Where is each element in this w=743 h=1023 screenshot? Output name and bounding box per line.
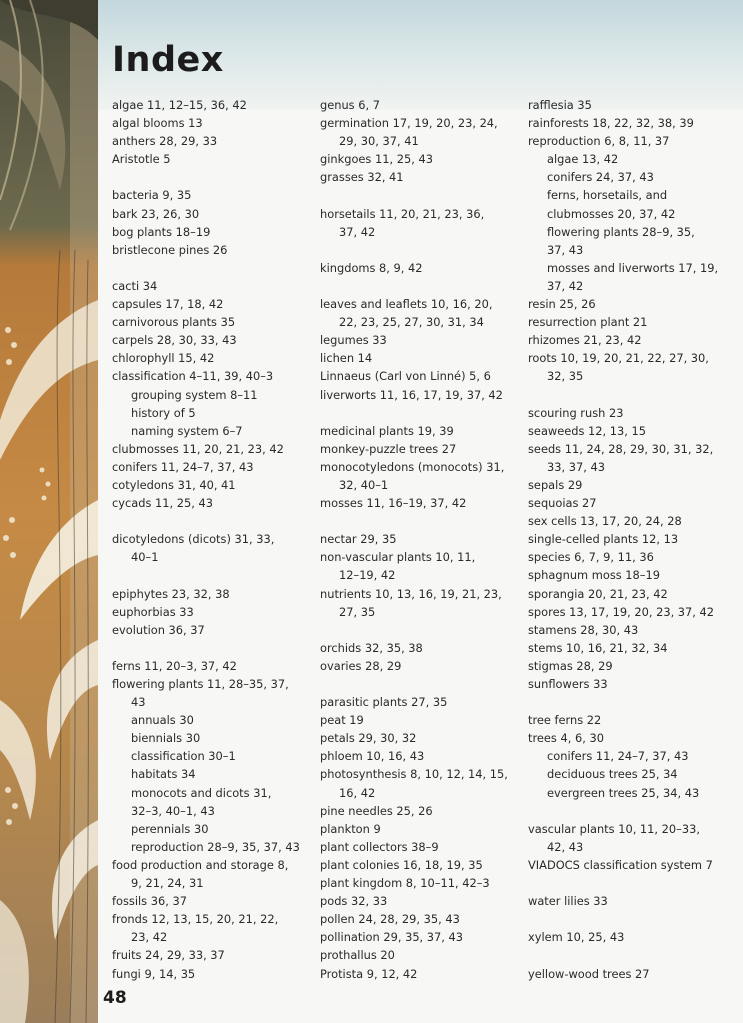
entry-spacer	[320, 241, 525, 259]
index-entry: sex cells 13, 17, 20, 24, 28	[528, 514, 682, 529]
index-entry: rafflesia 35	[528, 98, 592, 112]
index-entry: bark 23, 26, 30	[112, 206, 200, 221]
index-entry: stamens 28, 30, 43	[528, 622, 639, 637]
index-entry: liverworts 11, 16, 17, 19, 37, 42	[320, 387, 503, 402]
index-entry: resin 25, 26	[528, 297, 596, 312]
index-subentry: mosses and liverworts 17, 19,	[547, 260, 719, 275]
index-entry: xylem 10, 25, 43	[528, 930, 625, 945]
entry-spacer	[112, 168, 317, 186]
index-entry: spores 13, 17, 19, 20, 23, 37, 42	[528, 604, 715, 619]
index-entry: vascular plants 10, 11, 20–33,	[528, 821, 700, 836]
index-entry: anthers 28, 29, 33	[112, 134, 218, 149]
entry-spacer	[528, 946, 738, 964]
index-entry: stigmas 28, 29	[528, 658, 613, 673]
index-entry: euphorbias 33	[112, 604, 194, 619]
index-entry: lichen 14	[320, 351, 373, 366]
index-entry: Linnaeus (Carl von Linné) 5, 6	[320, 369, 491, 384]
entry-spacer	[320, 186, 525, 204]
index-subentry: 9, 21, 24, 31	[131, 876, 204, 891]
index-entry: fronds 12, 13, 15, 20, 21, 22,	[112, 912, 279, 927]
index-entry: fruits 24, 29, 33, 37	[112, 948, 225, 963]
entry-spacer	[528, 386, 738, 404]
index-subentry: 37, 42	[547, 278, 584, 293]
index-entry: food production and storage 8,	[112, 857, 289, 872]
index-subentry: perennials 30	[131, 821, 209, 836]
index-entry: reproduction 6, 8, 11, 37	[528, 134, 670, 149]
index-entry: grasses 32, 41	[320, 170, 404, 185]
index-entry: seeds 11, 24, 28, 29, 30, 31, 32,	[528, 441, 714, 456]
index-entry: orchids 32, 35, 38	[320, 640, 423, 655]
index-entry: stems 10, 16, 21, 32, 34	[528, 640, 668, 655]
index-entry: germination 17, 19, 20, 23, 24,	[320, 116, 498, 131]
index-subentry: 29, 30, 37, 41	[339, 134, 419, 149]
index-entry: peat 19	[320, 713, 364, 728]
index-entry: medicinal plants 19, 39	[320, 423, 454, 438]
entry-spacer	[528, 910, 738, 928]
index-entry: species 6, 7, 9, 11, 36	[528, 550, 654, 565]
index-column-3	[528, 96, 738, 983]
index-entry: clubmosses 11, 20, 21, 23, 42	[112, 441, 284, 456]
index-entry: classification 4–11, 39, 40–3	[112, 369, 274, 384]
entry-spacer	[112, 639, 317, 657]
index-entry: seaweeds 12, 13, 15	[528, 423, 647, 438]
index-subentry: monocots and dicots 31,	[131, 785, 272, 800]
index-subentry: algae 13, 42	[547, 152, 619, 167]
index-entry: cycads 11, 25, 43	[112, 496, 213, 511]
index-entry: fossils 36, 37	[112, 894, 187, 909]
index-entry: capsules 17, 18, 42	[112, 297, 224, 312]
index-entry: genus 6, 7	[320, 98, 380, 112]
entry-spacer	[320, 277, 525, 295]
index-entry: carnivorous plants 35	[112, 315, 236, 330]
index-entry: phloem 10, 16, 43	[320, 749, 425, 764]
index-subentry: history of 5	[131, 405, 196, 420]
index-entry: pods 32, 33	[320, 894, 388, 909]
index-entry: pine needles 25, 26	[320, 803, 433, 818]
index-entry: pollen 24, 28, 29, 35, 43	[320, 912, 460, 927]
index-entry: non-vascular plants 10, 11,	[320, 550, 476, 565]
index-subentry: conifers 11, 24–7, 37, 43	[547, 749, 689, 764]
index-subentry: ferns, horsetails, and	[547, 188, 668, 203]
index-entry: cacti 34	[112, 278, 158, 293]
entry-spacer	[528, 874, 738, 892]
page-title: Index	[112, 40, 224, 80]
index-entry: trees 4, 6, 30	[528, 731, 604, 746]
index-subentry: 12–19, 42	[339, 568, 396, 583]
index-entry: nutrients 10, 13, 16, 19, 21, 23,	[320, 586, 502, 601]
index-subentry: 40–1	[131, 550, 159, 565]
index-entry: sequoias 27	[528, 496, 597, 511]
index-subentry: 43	[131, 695, 146, 710]
index-entry: fungi 9, 14, 35	[112, 966, 196, 981]
index-entry: pollination 29, 35, 37, 43	[320, 930, 464, 945]
index-entry: plant kingdom 8, 10–11, 42–3	[320, 876, 490, 891]
index-subentry: reproduction 28–9, 35, 37, 43	[131, 839, 300, 854]
index-entry: kingdoms 8, 9, 42	[320, 260, 423, 275]
index-entry: VIADOCS classification system 7	[528, 857, 713, 872]
index-subentry: 33, 37, 43	[547, 459, 605, 474]
index-entry: sunflowers 33	[528, 677, 608, 691]
index-entry: petals 29, 30, 32	[320, 731, 417, 746]
index-subentry: flowering plants 28–9, 35,	[547, 224, 695, 239]
index-entry: horsetails 11, 20, 21, 23, 36,	[320, 206, 485, 221]
index-subentry: conifers 24, 37, 43	[547, 170, 654, 185]
index-entry: evolution 36, 37	[112, 622, 205, 637]
index-subentry: 42, 43	[547, 839, 584, 854]
index-subentry: 37, 43	[547, 242, 584, 257]
index-column-2	[320, 96, 525, 983]
index-entry: sporangia 20, 21, 23, 42	[528, 586, 668, 601]
index-entry: leaves and leaflets 10, 16, 20,	[320, 297, 493, 312]
index-subentry: classification 30–1	[131, 749, 236, 764]
index-entry: prothallus 20	[320, 948, 395, 963]
index-subentry: 23, 42	[131, 930, 168, 945]
index-entry: plant colonies 16, 18, 19, 35	[320, 857, 483, 872]
index-subentry: clubmosses 20, 37, 42	[547, 206, 676, 221]
index-entry: dicotyledons (dicots) 31, 33,	[112, 532, 275, 547]
index-subentry: 16, 42	[339, 785, 376, 800]
index-entry: conifers 11, 24–7, 37, 43	[112, 459, 254, 474]
index-entry: plant collectors 38–9	[320, 839, 439, 854]
index-entry: photosynthesis 8, 10, 12, 14, 15,	[320, 767, 508, 782]
entry-spacer	[112, 566, 317, 584]
entry-spacer	[112, 512, 317, 530]
index-entry: bacteria 9, 35	[112, 188, 192, 203]
entry-spacer	[320, 675, 525, 693]
entry-spacer	[320, 512, 525, 530]
index-entry: plankton 9	[320, 821, 381, 836]
index-entry: single-celled plants 12, 13	[528, 532, 679, 547]
index-entry: epiphytes 23, 32, 38	[112, 586, 230, 601]
index-entry: Aristotle 5	[112, 152, 171, 167]
index-entry: scouring rush 23	[528, 405, 624, 420]
index-subentry: annuals 30	[131, 713, 194, 728]
index-subentry: 27, 35	[339, 604, 376, 619]
index-entry: mosses 11, 16–19, 37, 42	[320, 496, 467, 511]
index-entry: ginkgoes 11, 25, 43	[320, 152, 433, 167]
index-subentry: evergreen trees 25, 34, 43	[547, 785, 700, 800]
index-entry: Protista 9, 12, 42	[320, 966, 418, 981]
index-entry: sepals 29	[528, 477, 583, 492]
index-entry: monkey-puzzle trees 27	[320, 441, 457, 456]
index-subentry: naming system 6–7	[131, 423, 243, 438]
decorative-plant-strip	[0, 0, 98, 1023]
index-subentry: grouping system 8–11	[131, 387, 258, 402]
entry-spacer	[528, 693, 738, 711]
index-entry: cotyledons 31, 40, 41	[112, 477, 236, 492]
index-entry: ferns 11, 20–3, 37, 42	[112, 658, 237, 673]
index-entry: monocotyledons (monocots) 31,	[320, 459, 505, 474]
index-entry: sphagnum moss 18–19	[528, 568, 660, 583]
index-entry: chlorophyll 15, 42	[112, 351, 215, 366]
index-entry: algal blooms 13	[112, 116, 203, 131]
index-entry: flowering plants 11, 28–35, 37,	[112, 677, 289, 691]
index-entry: roots 10, 19, 20, 21, 22, 27, 30,	[528, 351, 709, 366]
index-entry: carpels 28, 30, 33, 43	[112, 333, 237, 348]
page-number: 48	[103, 988, 127, 1008]
index-entry: bristlecone pines 26	[112, 242, 228, 257]
index-entry: tree ferns 22	[528, 713, 602, 728]
index-entry: ovaries 28, 29	[320, 658, 402, 673]
index-subentry: 32, 35	[547, 369, 584, 384]
index-subentry: 32–3, 40–1, 43	[131, 803, 215, 818]
index-entry: legumes 33	[320, 333, 387, 348]
index-subentry: 37, 42	[339, 224, 376, 239]
index-subentry: deciduous trees 25, 34	[547, 767, 678, 782]
index-entry: yellow-wood trees 27	[528, 966, 650, 981]
index-entry: rhizomes 21, 23, 42	[528, 333, 642, 348]
index-entry: rainforests 18, 22, 32, 38, 39	[528, 116, 694, 131]
index-entry: nectar 29, 35	[320, 532, 397, 547]
entry-spacer	[320, 621, 525, 639]
index-entry: resurrection plant 21	[528, 315, 648, 330]
index-column-1	[112, 96, 317, 983]
index-subentry: biennials 30	[131, 731, 201, 746]
index-subentry: 22, 23, 25, 27, 30, 31, 34	[339, 315, 484, 330]
index-entry: bog plants 18–19	[112, 224, 211, 239]
index-entry: algae 11, 12–15, 36, 42	[112, 98, 247, 112]
index-entry: water lilies 33	[528, 894, 608, 909]
entry-spacer	[528, 802, 738, 820]
index-subentry: 32, 40–1	[339, 477, 389, 492]
entry-spacer	[112, 259, 317, 277]
index-entry: parasitic plants 27, 35	[320, 695, 448, 710]
entry-spacer	[320, 404, 525, 422]
index-subentry: habitats 34	[131, 767, 196, 782]
